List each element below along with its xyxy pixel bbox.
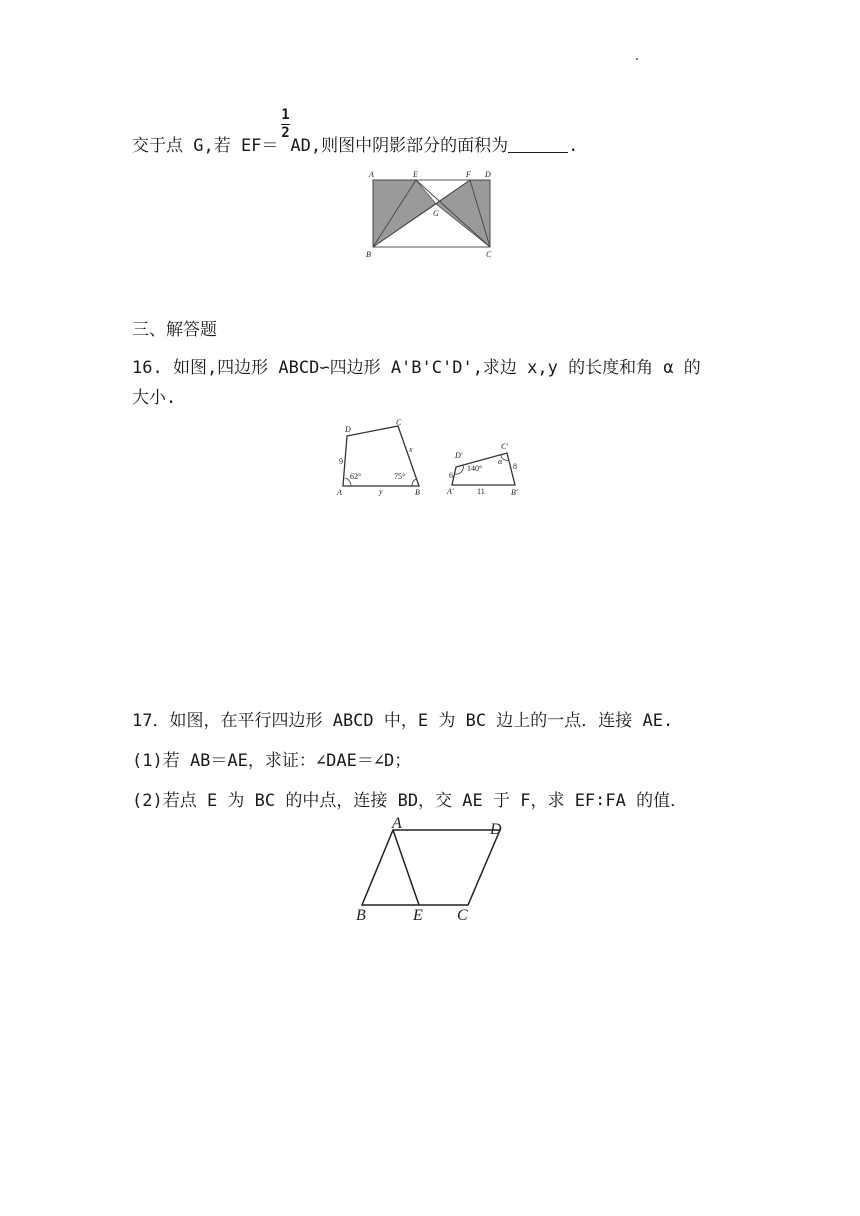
side-ad-length: 9 — [339, 457, 343, 466]
label-c: C — [486, 250, 492, 259]
label-c: C — [457, 907, 468, 924]
segment-ae — [393, 830, 419, 905]
label-c: C — [396, 418, 402, 427]
q15-text-end: . — [568, 136, 579, 156]
label-b-prime: B′ — [511, 488, 518, 497]
label-a: A — [392, 815, 402, 832]
figure-16-right — [445, 442, 530, 508]
side-bc-length: x — [409, 445, 413, 454]
q16-line-1: 16. 如图,四边形 ABCD∽四边形 A'B'C'D',求边 x,y 的长度和角 α 的 — [132, 358, 701, 378]
angle-d-prime-value: 140° — [467, 464, 483, 473]
label-d: D — [345, 425, 351, 434]
label-d-prime: D′ — [455, 451, 463, 460]
q17-line-3: (2)若点 E 为 BC 的中点，连接 BD，交 AE 于 F，求 EF∶FA 的值． — [132, 791, 688, 811]
figure-17 — [350, 815, 520, 928]
q15-text — [132, 131, 578, 156]
label-f: F — [466, 170, 471, 179]
label-b: B — [415, 488, 420, 497]
q17-line-2: (1)若 AB＝AE，求证：∠DAE＝∠D； — [132, 751, 412, 771]
side-ab-prime-length: 11 — [477, 487, 485, 496]
q15-text-post: AD,则图中阴影部分的面积为 — [290, 136, 509, 156]
side-ad-prime-length: 6 — [449, 471, 453, 480]
angle-a-value: 62° — [350, 472, 362, 481]
label-g: G — [433, 209, 439, 218]
label-b: B — [366, 250, 371, 259]
q17-line-1: 17．如图，在平行四边形 ABCD 中，E 为 BC 边上的一点．连接 AE. — [132, 711, 674, 731]
label-a: A — [337, 488, 342, 497]
angle-alpha: α — [498, 457, 503, 466]
q16-line-2: 大小. — [132, 388, 177, 408]
label-e: E — [413, 170, 418, 179]
shaded-right-region — [436, 180, 490, 247]
answer-blank[interactable] — [508, 136, 568, 153]
label-a: A — [369, 170, 374, 179]
angle-arc-b — [412, 479, 416, 486]
angle-b-value: 75° — [394, 472, 406, 481]
label-e: E — [413, 907, 423, 924]
figure-15 — [360, 166, 500, 261]
q15-text-pre: 交于点 G,若 EF＝ — [132, 136, 279, 156]
label-c-prime: C′ — [501, 442, 509, 451]
figure-16-left — [335, 418, 430, 498]
fraction-denominator: 2 — [281, 125, 290, 141]
label-a-prime: A′ — [447, 487, 454, 496]
label-b: B — [356, 907, 366, 924]
side-ab-length: y — [379, 487, 383, 496]
parallelogram-abcd — [362, 830, 500, 905]
stray-dot — [636, 58, 638, 60]
section-heading: 三、解答题 — [132, 320, 217, 340]
side-bc-prime-length: 8 — [513, 462, 517, 471]
fraction-numerator: 1 — [281, 107, 290, 123]
label-d: D — [490, 821, 502, 838]
label-d: D — [485, 170, 491, 179]
